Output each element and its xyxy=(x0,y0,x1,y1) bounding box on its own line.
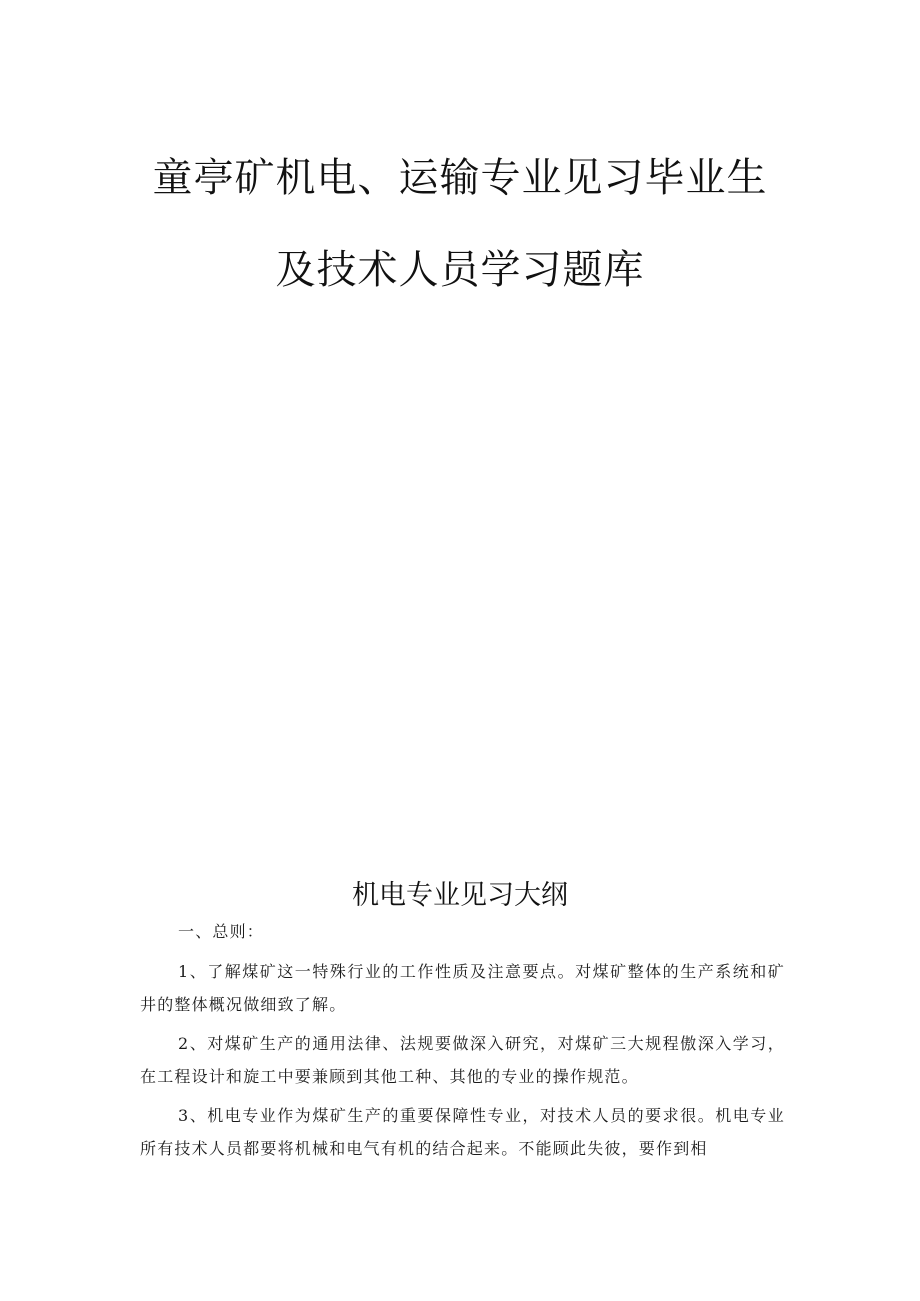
paragraph-item-2: 2、对煤矿生产的通用法律、法规要做深入研究，对煤矿三大规程傲深入学习，在工程设计和旋工中要兼顾到其他工种、其他的专业的操作规范。 xyxy=(140,1034,785,1086)
section-heading: 机电专业见习大纲 xyxy=(352,880,568,911)
paragraph-item-1: 1、了解煤矿这一特殊行业的工作性质及注意要点。对煤矿整体的生产系统和矿井的整体概况做细致了解。 xyxy=(140,962,785,1014)
document-title-line-1: 童亭矿机电、运输专业见习毕业生 xyxy=(152,155,768,201)
document-title-line-2: 及技术人员学习题库 xyxy=(275,247,645,293)
general-heading: 一、总则： xyxy=(178,922,265,941)
paragraph-item-3: 3、机电专业作为煤矿生产的重要保障性专业，对技术人员的要求很。机电专业所有技术人员都要将机械和电气有机的结合起来。不能顾此失彼，要作到相 xyxy=(140,1106,785,1158)
